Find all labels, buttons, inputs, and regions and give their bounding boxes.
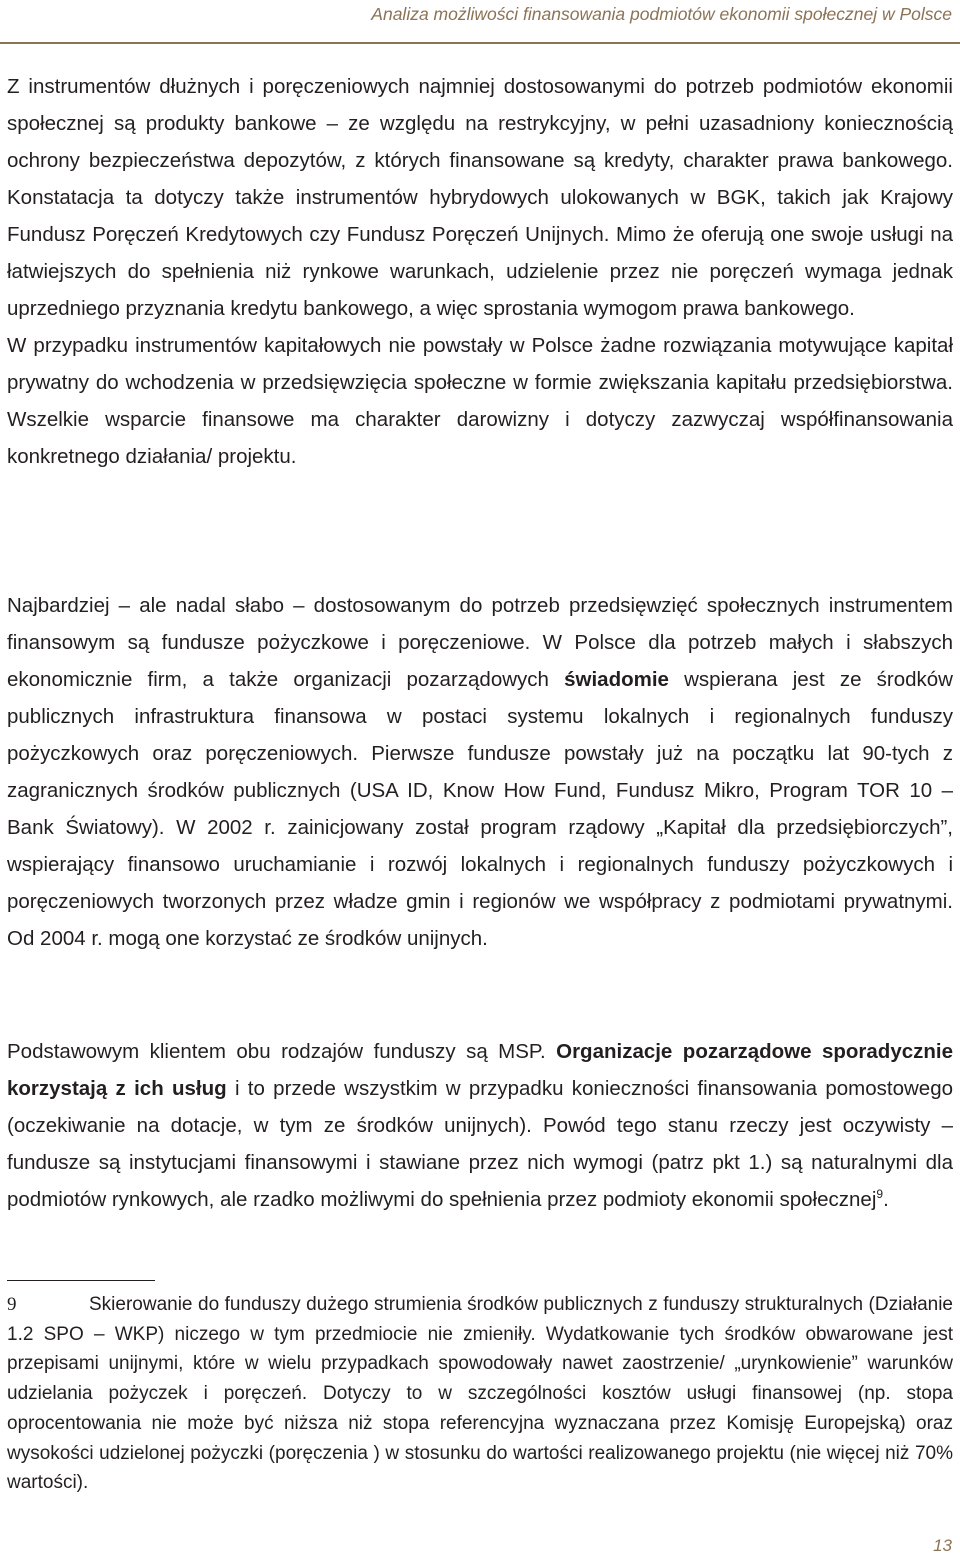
paragraph-sme-clients: [7, 1033, 953, 1218]
paragraph-loan-funds-part-2: wspierana jest ze środków publicznych infrastruktura finansowa w postaci systemu lokalnych i regionalnych funduszy pożyczkowych oraz poręczeniowych. Pierwsze fundusze powstały już na początku lat 90-tych z zagranicznych środków publicznych (USA ID, Know How Fund, Fundusz Mikro, Program TOR 10 – Bank Światowy). W 2002 r. zainicjowany został program rządowy „Kapitał dla przedsiębiorczych”, wspierający finansowo uruchamianie i rozwój lokalnych i regionalnych funduszy pożyczkowych i poręczeniowych tworzonych przez władze gmin i regionów we współpracy z podmiotami prywatnymi. Od 2004 r. mogą one korzystać ze środków unijnych.: [7, 668, 953, 950]
body-block-2: [7, 587, 953, 957]
body-block-3: [7, 1033, 953, 1218]
body-block-1: [7, 68, 953, 475]
paragraph-sme-clients-part-2: i to przede wszystkim w przypadku konieczności finansowania pomostowego (oczekiwanie na dotacje, w tym ze środków unijnych). Powód tego stanu rzeczy jest oczywisty – fundusze są instytucjami finansowymi i stawiane przez nich wymogi (patrz pkt 1.) są naturalnymi dla podmiotów rynkowych, ale rzadko możliwymi do spełnienia przez podmioty ekonomii społecznej: [7, 1077, 953, 1211]
paragraph-loan-funds-part-1: Najbardziej – ale nadal słabo – dostosowanym do potrzeb przedsięwzięć społecznych instrumentem finansowym są fundusze pożyczkowe i poręczeniowe. W Polsce dla potrzeb małych i słabszych ekonomicznie firm, a także organizacji pozarządowych: [7, 594, 953, 691]
paragraph-sme-clients-end: .: [883, 1188, 889, 1211]
paragraph-loan-funds-emphasis: świadomie: [564, 668, 669, 691]
paragraph-capital-instruments: W przypadku instrumentów kapitałowych nie powstały w Polsce żadne rozwiązania motywujące kapitał prywatny do wchodzenia w przedsięwzięcia społeczne w formie zwiększania kapitału przedsiębiorstwa. Wszelkie wsparcie finansowe ma charakter darowizny i dotyczy zazwyczaj współfinansowania konkretnego działania/ projektu.: [7, 334, 953, 468]
header-rule: [0, 42, 960, 44]
paragraph-sme-clients-emphasis: Organizacje pozarządowe sporadycznie korzystają z ich usług: [7, 1040, 953, 1100]
footnote-reference[interactable]: 9: [876, 1187, 884, 1202]
footnote-number: 9: [7, 1294, 17, 1315]
footnote-separator: [7, 1280, 155, 1281]
paragraph-debt-instruments: Z instrumentów dłużnych i poręczeniowych najmniej dostosowanymi do potrzeb podmiotów ekonomii społecznej są produkty bankowe – ze względu na restrykcyjny, w pełni uzasadniony koniecznością ochrony bezpieczeństwa depozytów, z których finansowane są kredyty, charakter prawa bankowego. Konstatacja ta dotyczy także instrumentów hybrydowych ulokowanych w BGK, takich jak Krajowy Fundusz Poręczeń Kredytowych czy Fundusz Poręczeń Unijnych. Mimo że oferują one swoje usługi na łatwiejszych do spełnienia niż rynkowe warunkach, udzielenie przez nie poręczeń wymaga jednak uprzedniego przyznania kredytu bankowego, a więc sprostania wymogom prawa bankowego.: [7, 75, 953, 320]
footnote: [7, 1290, 953, 1498]
paragraph-sme-clients-part-1: Podstawowym klientem obu rodzajów funduszy są MSP.: [7, 1040, 557, 1063]
footnote-text: Skierowanie do funduszy dużego strumienia środków publicznych z funduszy strukturalnych (Działanie 1.2 SPO – WKP) niczego w tym przedmiocie nie zmieniły. Wydatkowanie tych środków obwarowane jest przepisami unijnymi, które w wielu przypadkach spowodowały nawet zaostrzenie/ „urynkowienie” warunków udzielania pożyczek i poręczeń. Dotyczy to w szczególności kosztów usługi finansowej (np. stopa oprocentowania nie może być niższa niż stopa referencyjna wyznaczana przez Komisję Europejską) oraz wysokości udzielonej pożyczki (poręczenia ) w stosunku do wartości realizowanego projektu (nie więcej niż 70% wartości).: [7, 1294, 953, 1494]
page-number: 13: [933, 1536, 952, 1555]
paragraph-loan-funds: [7, 587, 953, 957]
running-header-title: Analiza możliwości finansowania podmiotów ekonomii społecznej w Polsce: [371, 4, 952, 24]
